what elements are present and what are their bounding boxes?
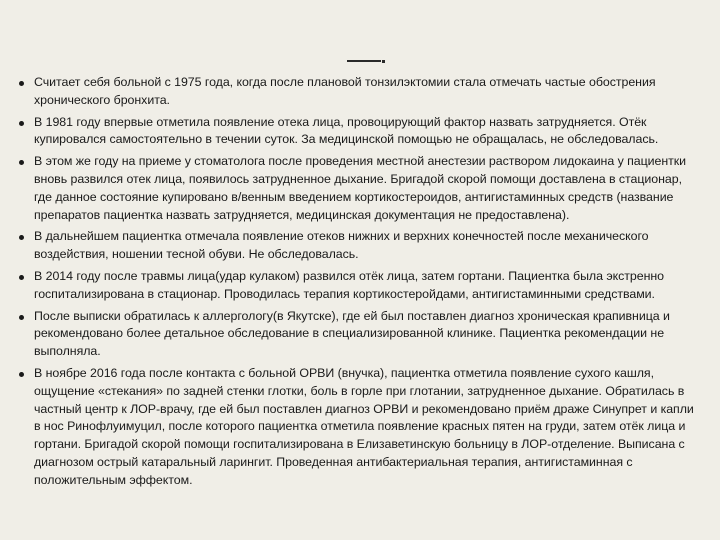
list-item-text: В ноябре 2016 года после контакта с больной ОРВИ (внучка), пациентка отметила появление сухого кашля, ощущение «стекания» по задней стенки глотки, боль в горле при глотании, затрудненное дыхание. Обратилась в частный центр к ЛОР-врачу, где ей был поставлен диагноз ОРВИ и рекомендовано приём драже Синупрет и капли в нос Ринофлуимуцил, после которого пациентка отметила появление красных пятен на груди, затем отёк лица и гортани. Бригадой скорой помощи госпитализирована в Елизаветинскую больницу в ЛОР-отделение. Выписана с диагнозом острый катаральный ларингит. Проведенная антибактериальная терапия, антигистаминная с положительным эффектом. <box>34 365 694 487</box>
list-item-text: В 1981 году впервые отметила появление отека лица, провоцирующий фактор назвать затрудняется. Отёк купировался самостоятельно в течении суток. За медицинской помощью не обращалась, не обследовалась. <box>34 114 659 147</box>
anamnesis-list <box>18 74 700 494</box>
bullet-icon <box>19 275 24 280</box>
list-item <box>18 228 700 264</box>
list-item <box>18 153 700 224</box>
list-item-text: В дальнейшем пациентка отмечала появление отеков нижних и верхних конечностей после механического воздействия, ношении тесной обуви. Не обследовалась. <box>34 229 649 262</box>
bullet-icon <box>19 121 24 126</box>
bullet-icon <box>19 315 24 320</box>
list-item-text: В этом же году на приеме у стоматолога после проведения местной анестезии раствором лидокаина у пациентки вновь развился отек лица, появилось затрудненное дыхание. Бригадой скорой помощи доставлена в стационар, где данное состояние купировано в/венным введением кортикостероидов, антигистаминных средств (название препаратов пациентка назвать затрудняется, медицинская документация не предоставлена). <box>34 154 687 222</box>
bullet-icon <box>19 160 24 165</box>
slide-title-mark <box>347 54 381 62</box>
bullet-icon <box>19 235 24 240</box>
list-item-text: В 2014 году после травмы лица(удар кулаком) развился отёк лица, затем гортани. Пациентка была экстренно госпитализирована в стационар. Проводилась терапия кортикостеройдами, антигистаминными средствами. <box>34 268 664 301</box>
list-item-text: Считает себя больной с 1975 года, когда после плановой тонзилэктомии стала отмечать частые обострения хронического бронхита. <box>34 75 656 107</box>
list-item <box>18 114 700 150</box>
list-item <box>18 365 700 490</box>
list-item <box>18 308 700 361</box>
list-item <box>18 74 700 110</box>
bullet-icon <box>19 372 24 377</box>
list-item <box>18 268 700 304</box>
list-item-text: После выписки обратилась к аллергологу(в Якутске), где ей был поставлен диагноз хроническая крапивница и рекомендовано более детальное обследование в специализированной клинике. Пациентка рекомендации не выполняла. <box>34 308 670 359</box>
bullet-icon <box>19 81 24 86</box>
